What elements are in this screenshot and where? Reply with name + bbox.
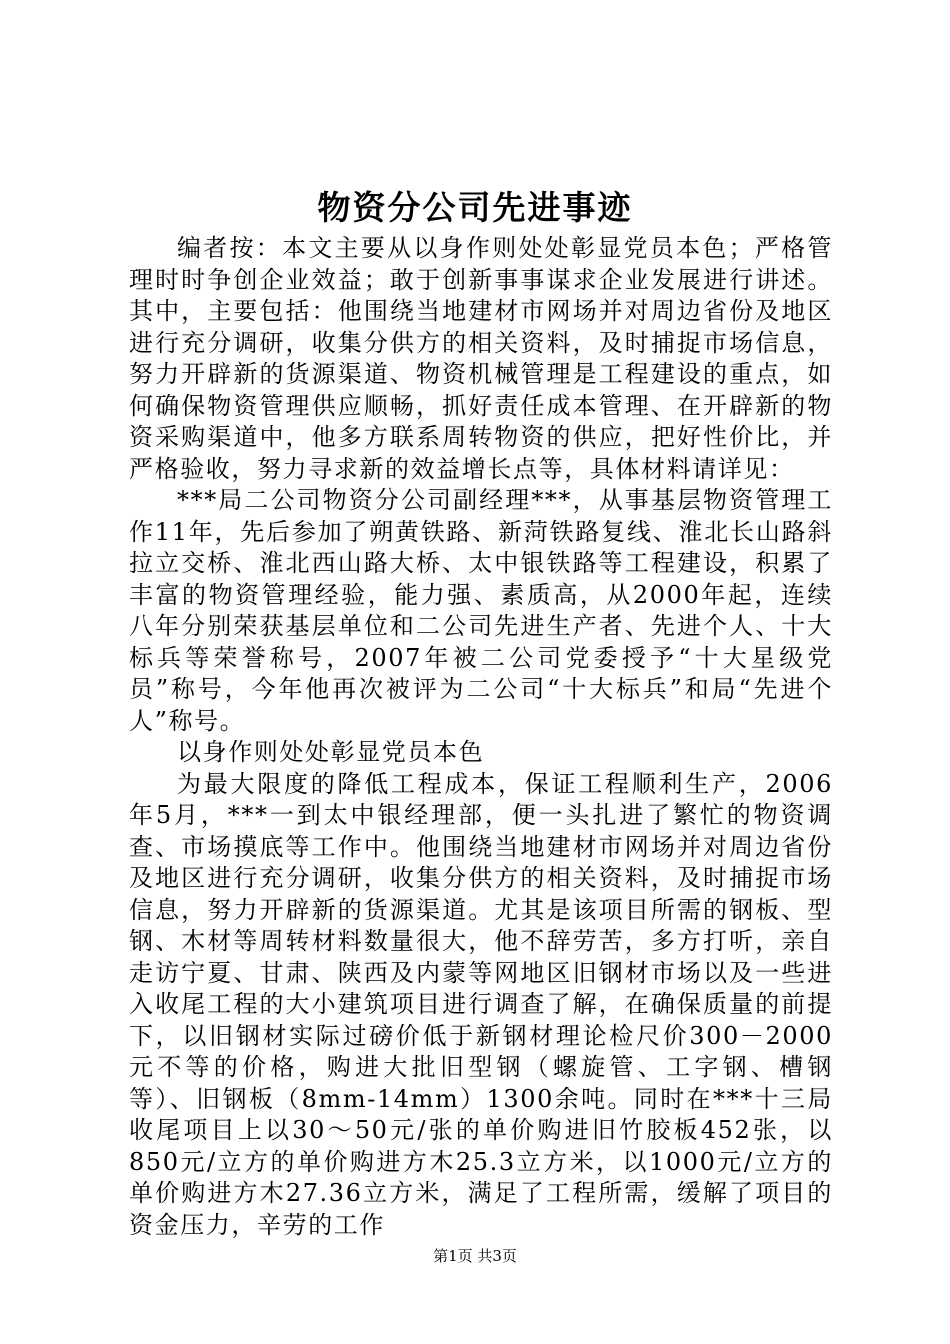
page-number: 第1页 共3页 — [433, 1247, 517, 1265]
section-heading: 以身作则处处彰显党员本色 — [177, 738, 485, 766]
section-paragraph: 为最大限度的降低工程成本，保证工程顺利生产，2006年5月，***一到太中银经理部，便一头扎进了繁忙的物资调查、市场摸底等工作中。他围绕当地建材市网场并对周边省份及地区进行充分调研，收集分供方的相关资料，及时捕捉市场信息，努力开辟新的货源渠道。尤其是该项目所需的钢板、型钢、木材等周转材料数量很大，他不辞劳苦，多方打听，亲自走访宁夏、甘肃、陕西及内蒙等网地区旧钢材市场以及一些进入收尾工程的大小建筑项目进行调查了解，在确保质量的前提下，以旧钢材实际过磅价低于新钢材理论检尺价300－2000元不等的价格，购进大批旧型钢（螺旋管、工字钢、槽钢等）、旧钢板（8mm-14mm）1300余吨。同时在***十三局收尾项目上以30～50元/张的单价购进旧竹胶板452张，以850元/立方的单价购进方木25.3立方米，以1000元/立方的单价购进方木27.36立方米，满足了工程所需，缓解了项目的资金压力，辛劳的工作 — [129, 769, 833, 1239]
editor-note-paragraph: 编者按：本文主要从以身作则处处彰显党员本色；严格管理时时争创企业效益；敢于创新事事谋求企业发展进行讲述。其中，主要包括：他围绕当地建材市网场并对周边省份及地区进行充分调研，收集分供方的相关资料，及时捕捉市场信息，努力开辟新的货源渠道、物资机械管理是工程建设的重点，如何确保物资管理供应顺畅，抓好责任成本管理、在开辟新的物资采购渠道中，他多方联系周转物资的供应，把好性价比，并严格验收，努力寻求新的效益增长点等，具体材料请详见： — [129, 234, 833, 483]
intro-paragraph: ***局二公司物资分公司副经理***，从事基层物资管理工作11年，先后参加了朔黄铁路、新菏铁路复线、淮北长山路斜拉立交桥、淮北西山路大桥、太中银铁路等工程建设，积累了丰富的物资管理经验，能力强、素质高，从2000年起，连续八年分别荣获基层单位和二公司先进生产者、先进个人、十大标兵等荣誉称号，2007年被二公司党委授予“十大星级党员”称号，今年他再次被评为二公司“十大标兵”和局“先进个人”称号。 — [129, 486, 833, 735]
document-title: 物资分公司先进事迹 — [317, 188, 633, 227]
document-body — [129, 233, 833, 1241]
